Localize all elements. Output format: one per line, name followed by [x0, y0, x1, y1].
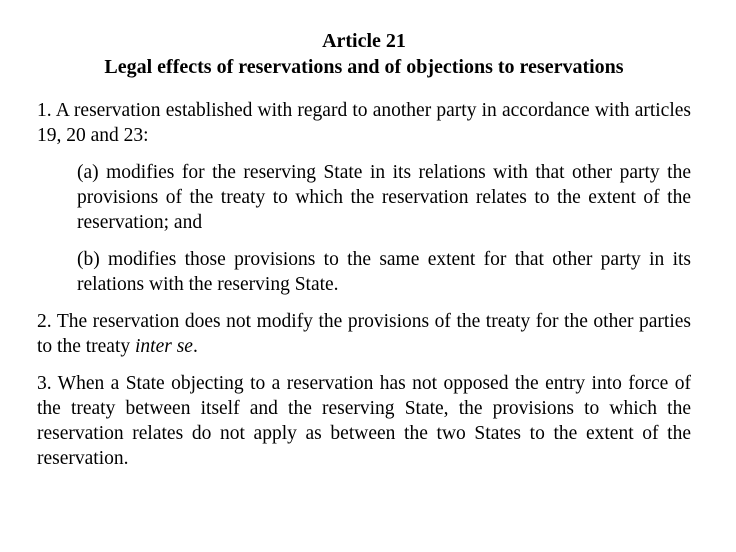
- paragraph-2-period: .: [192, 336, 198, 357]
- article-number: Article 21: [322, 30, 406, 52]
- paragraph-2-italic-term: inter se: [135, 336, 193, 357]
- article-title: Legal effects of reservations and of objections to reservations: [104, 56, 624, 78]
- paragraph-1: 1. A reservation established with regard to another party in accordance with articles 19, 20 and 23:: [37, 100, 691, 146]
- paragraph-1b: (b) modifies those provisions to the same extent for that other party in its relations with the reserving State.: [77, 249, 691, 295]
- paragraph-2: [37, 309, 691, 359]
- paragraph-2-text: 2. The reservation does not modify the provisions of the treaty for the other parties to the treaty: [37, 311, 691, 357]
- document-page: [37, 28, 691, 471]
- paragraph-3: 3. When a State objecting to a reservation has not opposed the entry into force of the treaty between itself and the reserving State, the provisions to which the reservation relates do not apply as between the two States to the extent of the reservation.: [37, 373, 691, 469]
- paragraph-1a: (a) modifies for the reserving State in its relations with that other party the provisions of the treaty to which the reservation relates to the extent of the reservation; and: [77, 162, 691, 233]
